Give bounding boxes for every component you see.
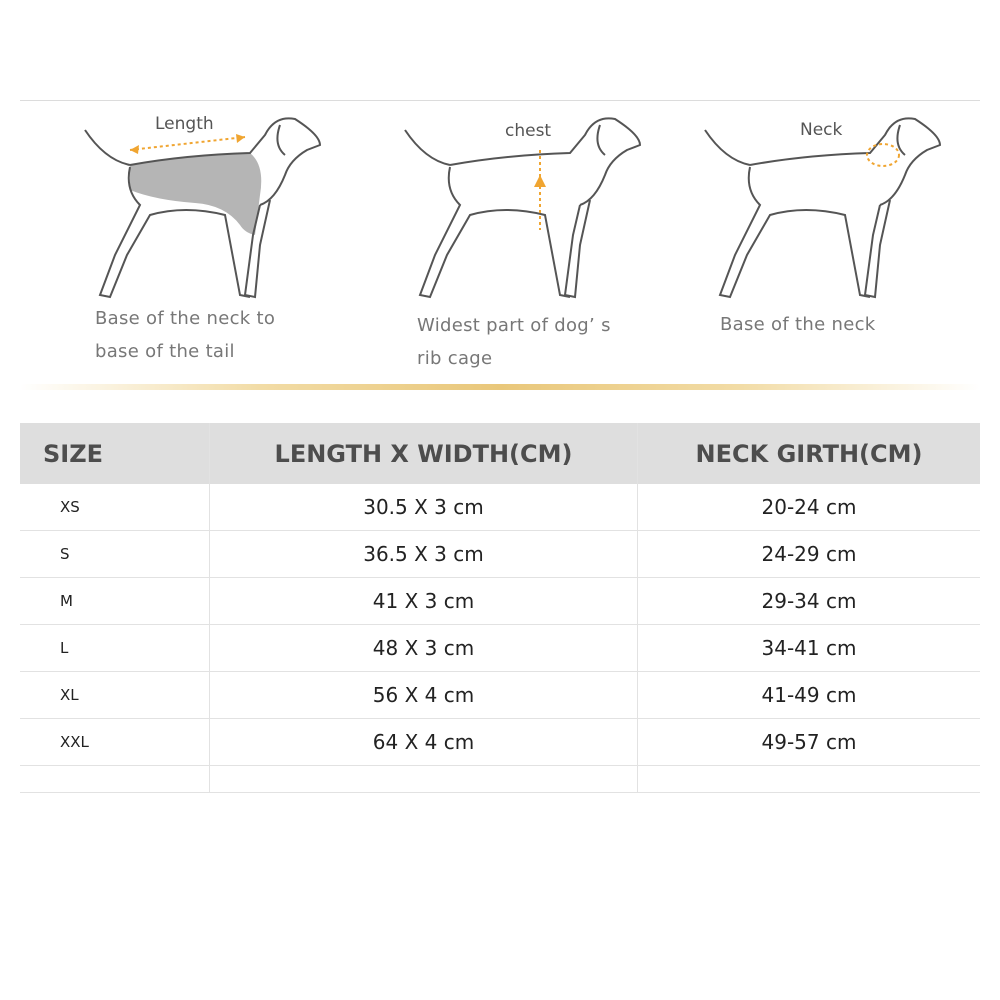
cell-length-width: 36.5 X 3 cm [210, 531, 638, 578]
table-row [20, 484, 980, 531]
cell-size: M [20, 578, 210, 625]
table-row [20, 578, 980, 625]
header-size: SIZE [20, 423, 210, 484]
cell-size: S [20, 531, 210, 578]
cell-neck-girth: 34-41 cm [638, 625, 981, 672]
cell-size: XL [20, 672, 210, 719]
caption-line: base of the tail [95, 341, 235, 362]
cell-neck-girth: 49-57 cm [638, 719, 981, 766]
cell-size: XS [20, 484, 210, 531]
cell-size: XXL [20, 719, 210, 766]
caption-line: rib cage [417, 348, 493, 369]
cell-neck-girth: 20-24 cm [638, 484, 981, 531]
cell-length-width: 56 X 4 cm [210, 672, 638, 719]
cell-length-width: 30.5 X 3 cm [210, 484, 638, 531]
cell-length-width: 41 X 3 cm [210, 578, 638, 625]
caption-line: Widest part of dog’ s [417, 315, 611, 336]
cell-empty [210, 766, 638, 793]
figure-length [75, 105, 335, 305]
figure-label-neck: Neck [800, 120, 843, 140]
caption-line: Base of the neck [720, 314, 876, 335]
cell-neck-girth: 41-49 cm [638, 672, 981, 719]
cell-size: L [20, 625, 210, 672]
figure-label-length: Length [155, 114, 214, 134]
cell-length-width: 48 X 3 cm [210, 625, 638, 672]
figure-caption-neck [720, 308, 876, 341]
figure-label-chest: chest [505, 121, 552, 141]
cell-neck-girth: 24-29 cm [638, 531, 981, 578]
size-chart-table [20, 423, 980, 793]
gold-divider [20, 384, 980, 390]
cell-empty [20, 766, 210, 793]
top-divider [20, 100, 980, 101]
table-row [20, 719, 980, 766]
table-row-empty [20, 766, 980, 793]
header-length-width: LENGTH X WIDTH(CM) [210, 423, 638, 484]
header-neck-girth: NECK GIRTH(CM) [638, 423, 981, 484]
figure-caption-length [95, 302, 275, 368]
cell-empty [638, 766, 981, 793]
cell-neck-girth: 29-34 cm [638, 578, 981, 625]
table-row [20, 531, 980, 578]
table-header-row [20, 423, 980, 484]
dog-length-illustration [75, 105, 335, 305]
cell-length-width: 64 X 4 cm [210, 719, 638, 766]
table-row [20, 672, 980, 719]
figure-caption-chest [417, 309, 611, 375]
table-row [20, 625, 980, 672]
caption-line: Base of the neck to [95, 308, 276, 329]
